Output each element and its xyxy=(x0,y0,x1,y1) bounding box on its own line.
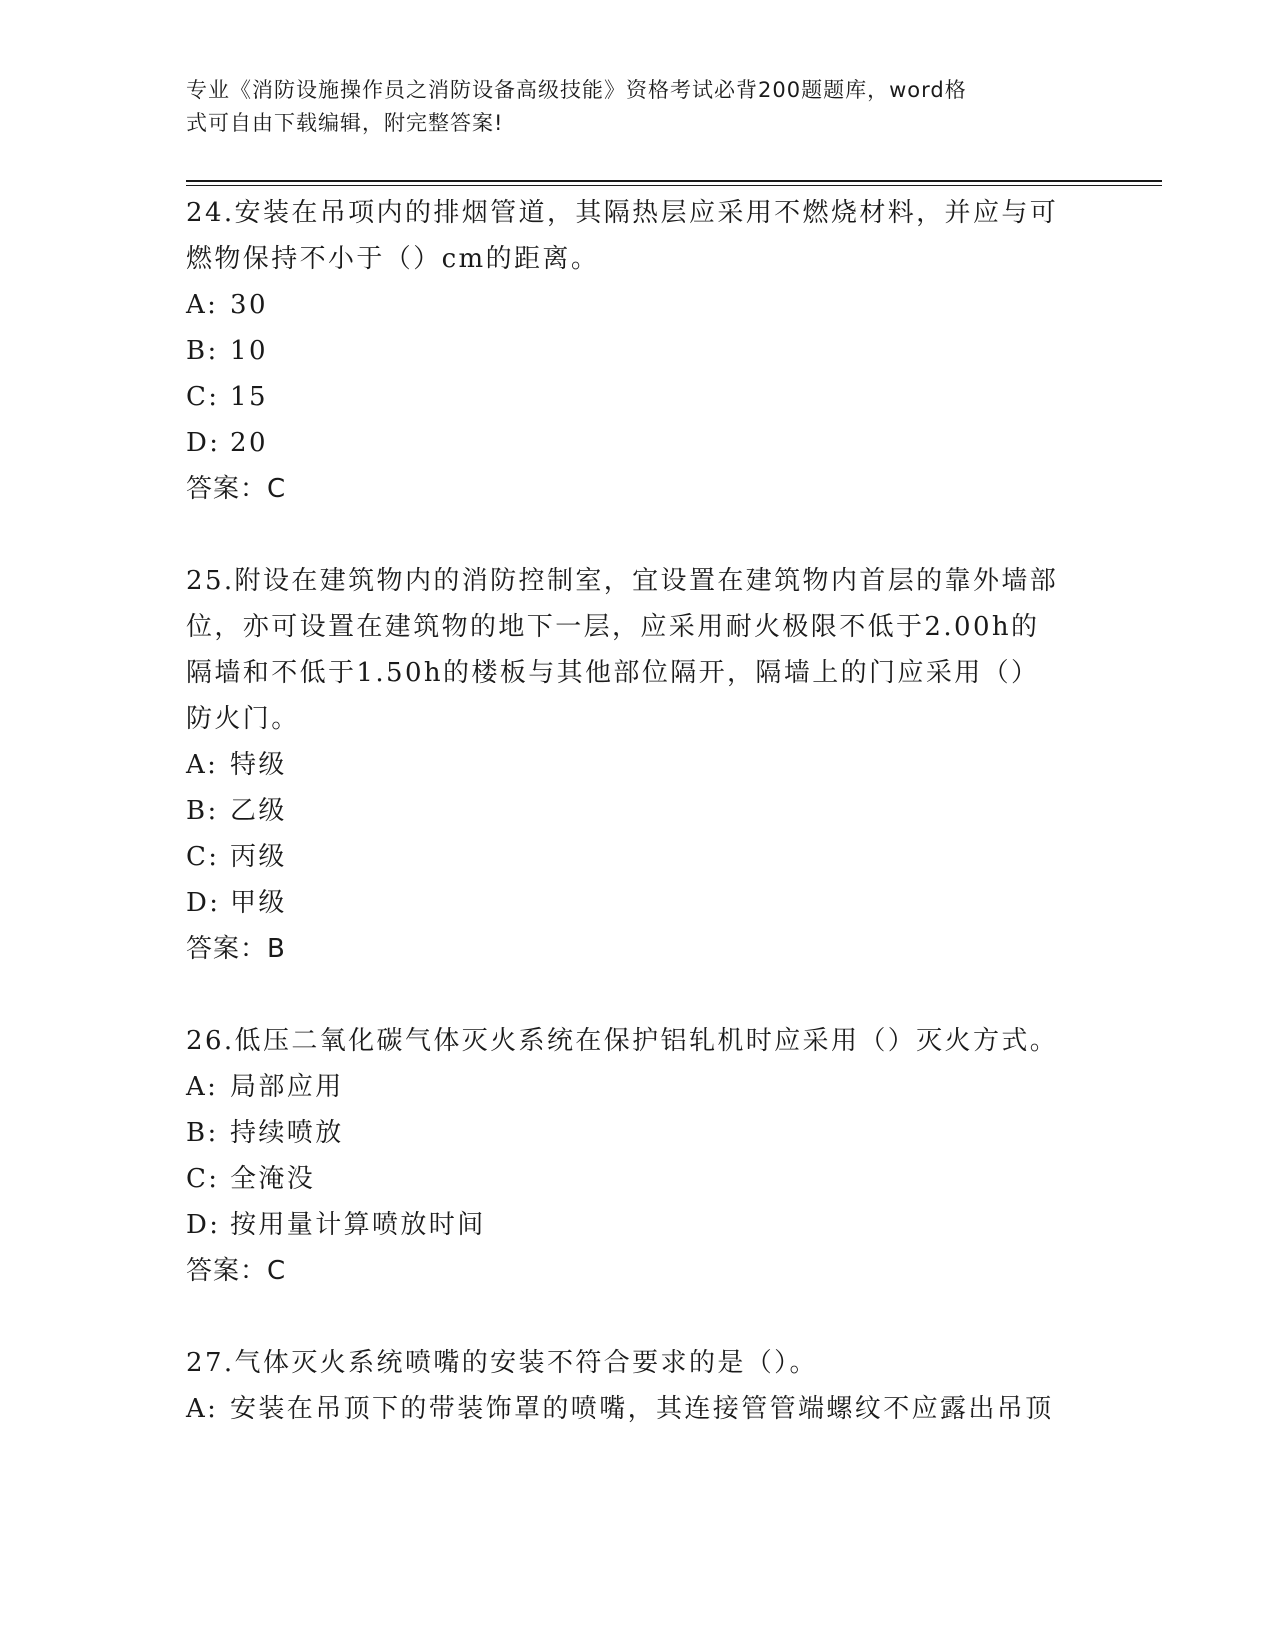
option-c xyxy=(186,834,1086,880)
option-letter: D: xyxy=(186,1210,221,1240)
question-list xyxy=(186,190,1086,1432)
option-letter: D: xyxy=(186,888,221,918)
document-header xyxy=(186,74,1066,140)
option-text: 甲级 xyxy=(230,888,287,918)
question-26 xyxy=(186,1018,1086,1294)
question-text-line: 24.安装在吊项内的排烟管道，其隔热层应采用不燃烧材料，并应与可 xyxy=(186,198,1059,228)
option-b xyxy=(186,788,1086,834)
option-text: 20 xyxy=(230,428,268,458)
option-a xyxy=(186,282,1086,328)
option-d xyxy=(186,880,1086,926)
option-text: 持续喷放 xyxy=(230,1118,344,1148)
spacer xyxy=(186,1294,1086,1340)
question-24 xyxy=(186,190,1086,512)
question-text-line: 燃物保持不小于（）cm的距离。 xyxy=(186,244,600,274)
question-text-line: 26.低压二氧化碳气体灭火系统在保护铝轧机时应采用（）灭火方式。 xyxy=(186,1026,1059,1056)
option-b xyxy=(186,1110,1086,1156)
option-letter: A: xyxy=(186,1072,219,1102)
option-c xyxy=(186,374,1086,420)
option-a xyxy=(186,742,1086,788)
option-text: 安装在吊顶下的带装饰罩的喷嘴，其连接管管端螺纹不应露出吊顶 xyxy=(230,1394,1054,1424)
question-text-line: 25.附设在建筑物内的消防控制室，宜设置在建筑物内首层的靠外墙部 xyxy=(186,566,1059,596)
option-text: 10 xyxy=(230,336,268,366)
option-letter: A: xyxy=(186,750,219,780)
option-text: 30 xyxy=(230,290,268,320)
option-letter: C: xyxy=(186,382,220,412)
option-letter: A: xyxy=(186,1394,219,1424)
option-a xyxy=(186,1386,1086,1432)
option-letter: A: xyxy=(186,290,219,320)
question-text-line: 27.气体灭火系统喷嘴的安装不符合要求的是（）。 xyxy=(186,1348,818,1378)
header-line-2: 式可自由下载编辑，附完整答案! xyxy=(186,111,504,135)
option-text: 丙级 xyxy=(230,842,287,872)
spacer xyxy=(186,972,1086,1018)
option-letter: C: xyxy=(186,1164,220,1194)
header-rule-thin xyxy=(186,185,1162,186)
option-letter: B: xyxy=(186,336,219,366)
question-27 xyxy=(186,1340,1086,1432)
header-line-1: 专业《消防设施操作员之消防设备高级技能》资格考试必背200题题库，word格 xyxy=(186,78,967,102)
option-b xyxy=(186,328,1086,374)
option-text: 全淹没 xyxy=(230,1164,316,1194)
option-d xyxy=(186,420,1086,466)
spacer xyxy=(186,512,1086,558)
option-d xyxy=(186,1202,1086,1248)
answer: 答案：B xyxy=(186,934,286,964)
question-text-line: 位，亦可设置在建筑物的地下一层，应采用耐火极限不低于2.00h的 xyxy=(186,612,1040,642)
question-25 xyxy=(186,558,1086,972)
question-text-line: 防火门。 xyxy=(186,704,300,734)
option-text: 15 xyxy=(230,382,268,412)
option-letter: C: xyxy=(186,842,220,872)
option-a xyxy=(186,1064,1086,1110)
header-rule-thick xyxy=(186,180,1162,182)
option-letter: B: xyxy=(186,796,219,826)
option-letter: D: xyxy=(186,428,221,458)
answer: 答案：C xyxy=(186,474,287,504)
option-text: 特级 xyxy=(230,750,287,780)
question-text-line: 隔墙和不低于1.50h的楼板与其他部位隔开，隔墙上的门应采用（） xyxy=(186,658,1040,688)
answer: 答案：C xyxy=(186,1256,287,1286)
option-text: 局部应用 xyxy=(230,1072,344,1102)
option-letter: B: xyxy=(186,1118,219,1148)
option-text: 乙级 xyxy=(230,796,287,826)
option-c xyxy=(186,1156,1086,1202)
option-text: 按用量计算喷放时间 xyxy=(230,1210,486,1240)
